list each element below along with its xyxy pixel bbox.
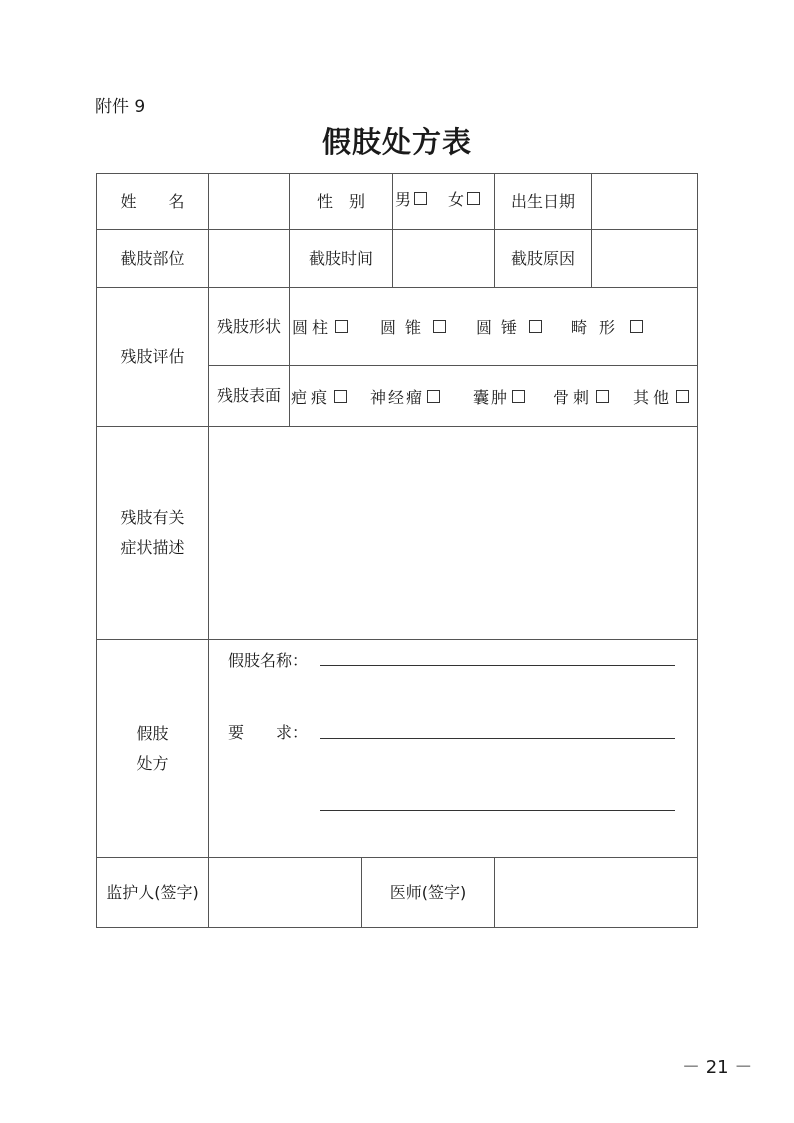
stump-shape-option-label: 圆锤 — [476, 318, 527, 337]
prescription-label-line1: 假肢 — [136, 723, 169, 743]
amputation-cause-field[interactable] — [592, 230, 697, 287]
guardian-signature-field[interactable] — [209, 858, 361, 927]
prosthesis-name-label: 假肢名称： — [228, 651, 309, 670]
prosthesis-prescription-label — [97, 640, 208, 857]
checkbox-icon — [335, 320, 348, 333]
checkbox-icon — [676, 390, 689, 403]
stump-shape-option-cone[interactable] — [380, 315, 446, 338]
stump-surface-label: 残肢表面 — [216, 386, 281, 405]
checkbox-icon — [529, 320, 542, 333]
doctor-signature-label: 医师(签字) — [389, 882, 467, 902]
checkbox-icon — [596, 390, 609, 403]
stump-surface-option-label: 疤痕 — [291, 388, 332, 407]
gender-label: 性 别 — [316, 191, 365, 211]
requirement-field-line2[interactable] — [320, 810, 675, 811]
requirement-field-line1[interactable] — [320, 738, 675, 739]
stump-surface-options — [290, 366, 697, 426]
name-field[interactable] — [209, 174, 289, 229]
page-number: － 21 － — [682, 1057, 753, 1078]
stump-surface-option-neuroma[interactable] — [370, 385, 440, 408]
stump-surface-option-other[interactable] — [633, 385, 689, 408]
stump-shape-options — [290, 288, 697, 365]
name-label: 姓 名 — [120, 191, 185, 211]
gender-option-label: 女 — [448, 190, 465, 209]
stump-surface-option-label: 骨刺 — [553, 388, 594, 407]
table-border-bottom — [96, 927, 698, 928]
requirement-label: 要 求： — [228, 723, 309, 742]
amputation-time-field[interactable] — [393, 230, 494, 287]
doctor-signature-field[interactable] — [495, 858, 697, 927]
symptom-description-label — [97, 427, 208, 639]
gender-option-male[interactable] — [395, 187, 427, 210]
checkbox-icon — [334, 390, 347, 403]
amputation-cause-label: 截肢原因 — [510, 248, 575, 268]
checkbox-icon — [467, 192, 480, 205]
gender-option-label: 男 — [395, 190, 412, 209]
stump-surface-option-label: 囊肿 — [473, 388, 510, 407]
gender-option-female[interactable] — [448, 187, 480, 210]
stump-surface-option-scar[interactable] — [291, 385, 347, 408]
table-border-right — [697, 173, 698, 928]
symptom-description-field[interactable] — [209, 427, 697, 639]
stump-surface-option-spur[interactable] — [553, 385, 609, 408]
checkbox-icon — [414, 192, 427, 205]
amputation-site-label: 截肢部位 — [120, 248, 185, 268]
stump-shape-option-label: 圆锥 — [380, 318, 431, 337]
checkbox-icon — [427, 390, 440, 403]
checkbox-icon — [630, 320, 643, 333]
symptom-label-line1: 残肢有关 — [120, 508, 185, 527]
stump-shape-option-label: 畸形 — [571, 318, 628, 337]
stump-shape-label: 残肢形状 — [216, 316, 281, 336]
stump-shape-option-hammer[interactable] — [476, 315, 542, 338]
prescription-label-line2: 处方 — [136, 753, 169, 773]
guardian-signature-label: 监护人(签字) — [106, 882, 199, 902]
stump-shape-option-cylinder[interactable] — [292, 315, 348, 338]
amputation-site-field[interactable] — [209, 230, 289, 287]
checkbox-icon — [512, 390, 525, 403]
prosthesis-name-field[interactable] — [320, 665, 675, 666]
symptom-label-line2: 症状描述 — [120, 538, 185, 557]
dob-label: 出生日期 — [510, 191, 575, 211]
stump-surface-option-label: 神经瘤 — [370, 388, 425, 407]
stump-assessment-label: 残肢评估 — [120, 347, 185, 366]
page-title: 假肢处方表 — [321, 125, 472, 159]
stump-surface-option-label: 其他 — [633, 388, 674, 407]
stump-shape-option-deformed[interactable] — [571, 315, 643, 338]
amputation-time-label: 截肢时间 — [308, 248, 373, 268]
checkbox-icon — [433, 320, 446, 333]
dob-field[interactable] — [592, 174, 697, 229]
stump-surface-option-cyst[interactable] — [473, 385, 525, 408]
gender-options — [393, 174, 494, 229]
attachment-label: 附件 9 — [95, 97, 146, 117]
stump-shape-option-label: 圆柱 — [292, 318, 333, 337]
